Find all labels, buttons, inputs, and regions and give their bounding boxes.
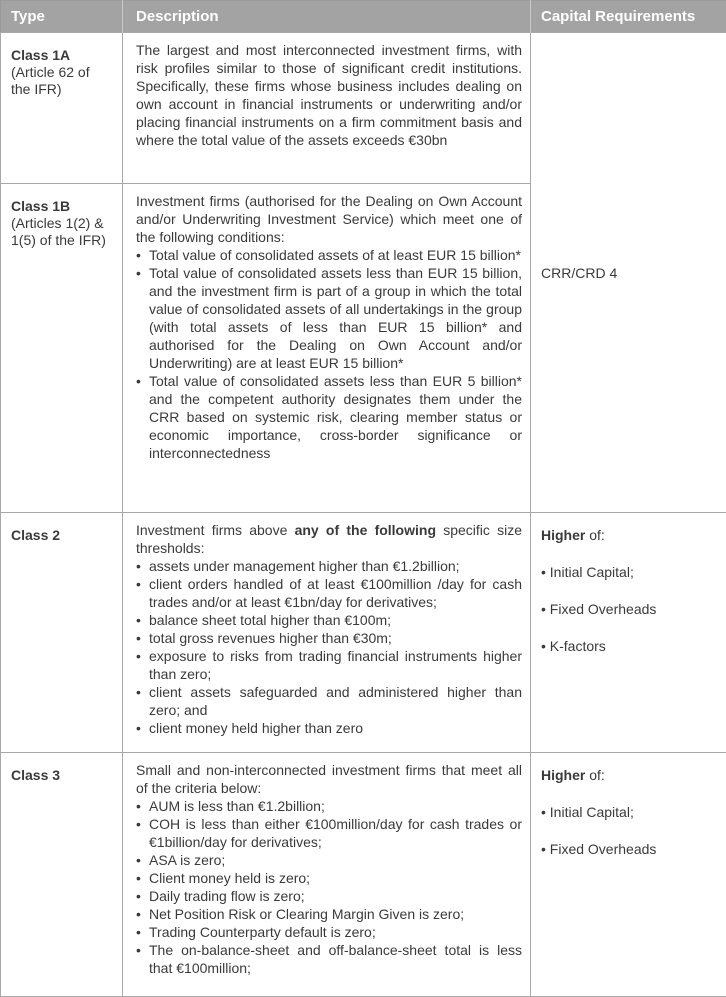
table-row-class-1a bbox=[1, 33, 726, 184]
list-item: • AUM is less than €1.2billion; bbox=[136, 797, 522, 815]
header-capital-requirements: Capital Requirements bbox=[531, 1, 726, 33]
list-item: • client assets safeguarded and administered higher than zero; and bbox=[136, 683, 522, 719]
type-cell bbox=[1, 33, 123, 184]
requirement-heading bbox=[541, 526, 716, 544]
list-item: • balance sheet total higher than €100m; bbox=[136, 611, 522, 629]
list-item: • Net Position Risk or Clearing Margin Given is zero; bbox=[136, 905, 522, 923]
class-label: Class 1B bbox=[11, 198, 71, 214]
list-item: • total gross revenues higher than €30m; bbox=[136, 629, 522, 647]
table-row-class-3 bbox=[1, 753, 726, 997]
requirement-item: • Initial Capital; bbox=[541, 804, 634, 820]
list-item: • Total value of consolidated assets less than EUR 5 billion* and the competent authority designates them under the CRR based on systemic risk, clearing member status or economic importance, cross-border significance or interconnectedness bbox=[136, 372, 522, 462]
article-reference: (Article 62 of the IFR) bbox=[11, 64, 90, 97]
table-row-class-2 bbox=[1, 513, 726, 753]
intro-emphasis: any of the following bbox=[294, 522, 436, 538]
list-item: • client money held higher than zero bbox=[136, 719, 522, 737]
requirement-emphasis: Higher bbox=[541, 767, 586, 783]
requirement-emphasis: Higher bbox=[541, 527, 586, 543]
requirement-item: • Initial Capital; bbox=[541, 564, 634, 580]
list-item: • ASA is zero; bbox=[136, 851, 522, 869]
requirement-item: • Fixed Overheads bbox=[541, 601, 657, 617]
list-item: • assets under management higher than €1.2billion; bbox=[136, 557, 522, 575]
list-item: • Client money held is zero; bbox=[136, 869, 522, 887]
requirement-item: • K-factors bbox=[541, 638, 606, 654]
class-label: Class 1A bbox=[11, 47, 71, 63]
type-cell bbox=[1, 513, 123, 753]
list-item: • exposure to risks from trading financial instruments higher than zero; bbox=[136, 647, 522, 683]
requirements-cell-class-1 bbox=[531, 33, 726, 513]
type-cell bbox=[1, 184, 123, 513]
description-intro: Small and non-interconnected investment firms that meet all of the criteria below: bbox=[136, 762, 522, 796]
requirements-cell-class-3 bbox=[531, 753, 726, 997]
criteria-list bbox=[136, 246, 522, 462]
list-item: • Total value of consolidated assets less than EUR 15 billion, and the investment firm is part of a group in which the total value of consolidated assets of all undertakings in the group (with total assets of less than EUR 15 billion* and authorised for the Dealing on Own Account and/or Underwriting) are at least EUR 15 billion* bbox=[136, 264, 522, 372]
header-description: Description bbox=[123, 1, 531, 33]
list-item: • Trading Counterparty default is zero; bbox=[136, 923, 522, 941]
list-item: • Daily trading flow is zero; bbox=[136, 887, 522, 905]
requirement-item: • Fixed Overheads bbox=[541, 841, 657, 857]
description-intro bbox=[136, 521, 522, 557]
intro-pre: Investment firms above bbox=[136, 522, 295, 538]
threshold-list bbox=[136, 557, 522, 737]
list-item: • The on-balance-sheet and off-balance-sheet total is less that €100million; bbox=[136, 941, 522, 977]
description-text: The largest and most interconnected investment firms, with risk profiles similar to those of significant credit institutions. Specifically, these firms whose business includes dealing on own account in financial instruments or underwriting and/or placing financial instruments on a firm commitment basis and where the total value of the assets exceeds €30bn bbox=[136, 42, 522, 148]
description-cell bbox=[123, 753, 531, 997]
class-label: Class 3 bbox=[11, 767, 61, 783]
requirement-heading bbox=[541, 766, 716, 784]
requirements-cell-class-2 bbox=[531, 513, 726, 753]
list-item: • client orders handled of at least €100million /day for cash trades and/or at least €1bn/day for derivatives; bbox=[136, 575, 522, 611]
header-type: Type bbox=[1, 1, 123, 33]
list-item: • Total value of consolidated assets of at least EUR 15 billion* bbox=[136, 246, 522, 264]
requirement-of: of: bbox=[585, 767, 605, 783]
description-cell bbox=[123, 184, 531, 513]
description-cell bbox=[123, 33, 531, 184]
criteria-list bbox=[136, 797, 522, 977]
requirement-text: CRR/CRD 4 bbox=[541, 265, 618, 281]
type-cell bbox=[1, 753, 123, 997]
table-header-row bbox=[1, 1, 726, 33]
list-item: • COH is less than either €100million/day for cash trades or €1billion/day for derivatives; bbox=[136, 815, 522, 851]
description-intro: Investment firms (authorised for the Dealing on Own Account and/or Underwriting Investment Service) which meet one of the following conditions: bbox=[136, 193, 522, 245]
intro-post: specific size thresholds: bbox=[136, 522, 523, 556]
class-label: Class 2 bbox=[11, 527, 61, 543]
description-cell bbox=[123, 513, 531, 753]
requirement-of: of: bbox=[585, 527, 605, 543]
article-reference: (Articles 1(2) & 1(5) of the IFR) bbox=[11, 215, 106, 248]
